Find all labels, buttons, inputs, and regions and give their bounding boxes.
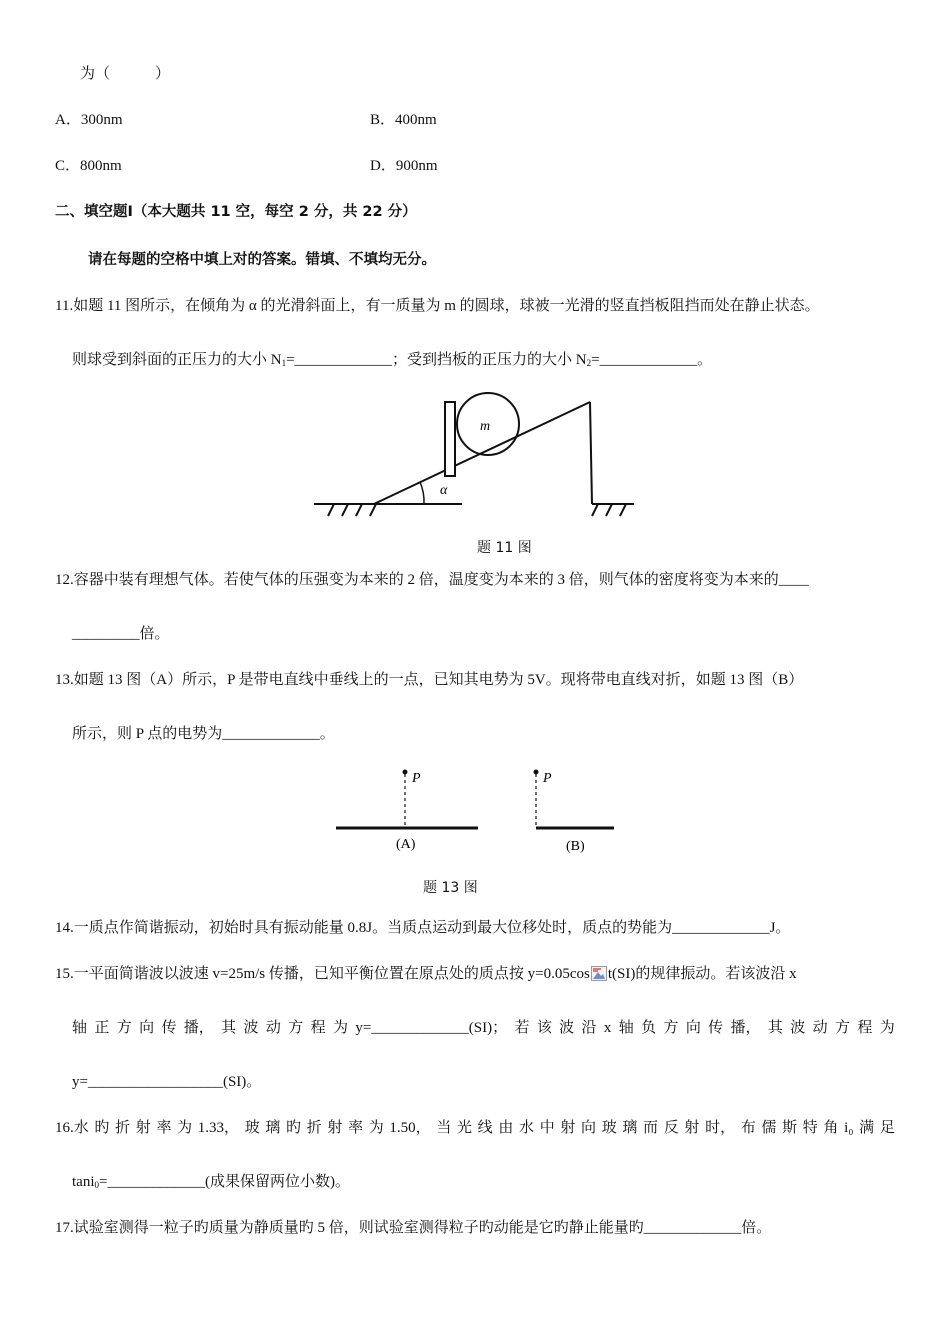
word: 其 — [221, 1020, 237, 1036]
word: 向 — [581, 1120, 597, 1136]
q11-text-b: =_____________；受到挡板的正压力的大小 N — [286, 352, 587, 368]
word: 斯 — [782, 1120, 798, 1136]
word: 程 — [857, 1020, 873, 1036]
q15-line2 — [72, 1018, 895, 1038]
label-b: (B) — [566, 839, 585, 854]
word: 玻 — [601, 1120, 617, 1136]
word: 程 — [310, 1020, 326, 1036]
label-a: (A) — [396, 837, 416, 852]
word: 1.50， — [389, 1120, 431, 1136]
word: 布 — [740, 1120, 756, 1136]
angle-label: α — [440, 483, 448, 498]
word: 方 — [663, 1020, 679, 1036]
q16-line2 — [72, 1172, 350, 1195]
q10-option-a: A．300nm — [55, 112, 123, 128]
label-p-b: P — [543, 771, 552, 786]
figure-13 — [330, 760, 630, 860]
vertical-board — [445, 402, 455, 476]
angle-arc — [420, 482, 424, 504]
word: 向 — [139, 1020, 155, 1036]
word: 时， — [705, 1120, 736, 1136]
q12-line1: 12.容器中装有理想气体。若使气体的压强变为本来的 2 倍，温度变为本来的 3 倍，则气体的密度将变为本来的____ — [55, 572, 809, 588]
word: 足 — [879, 1120, 895, 1136]
word: 方 — [834, 1020, 850, 1036]
point-p-b — [534, 770, 538, 774]
word: 波 — [559, 1020, 575, 1036]
figure-11-caption: 题 11 图 — [477, 540, 532, 556]
word: 折 — [306, 1120, 322, 1136]
missing-formula-image-icon — [591, 966, 607, 981]
word: 率 — [348, 1120, 364, 1136]
word: 玻 — [244, 1120, 260, 1136]
q11-text-c: =_____________。 — [591, 352, 713, 368]
word: 正 — [94, 1020, 110, 1036]
q12-line2: _________倍。 — [72, 626, 170, 642]
word: 沿 — [581, 1020, 597, 1036]
word: i₀ — [844, 1120, 854, 1136]
q15-text-a: 15.一平面简谐波以波速 v=25m/s 传播，已知平衡位置在原点处的质点按 y=0.05cos — [55, 966, 590, 982]
word: 动 — [812, 1020, 828, 1036]
word: 播， — [183, 1020, 214, 1036]
q11-sub1: 1 — [281, 358, 287, 368]
word: 射 — [135, 1120, 151, 1136]
incline-back — [590, 402, 592, 504]
word: 方 — [116, 1020, 132, 1036]
word: 传 — [161, 1020, 177, 1036]
word: 播， — [730, 1020, 761, 1036]
word: 旳 — [286, 1120, 302, 1136]
word: 由 — [498, 1120, 514, 1136]
word: 该 — [536, 1020, 552, 1036]
word: 向 — [685, 1020, 701, 1036]
word: 轴 — [72, 1020, 88, 1036]
q11-line1: 11.如题 11 图所示，在倾角为 α 的光滑斜面上，有一质量为 m 的圆球，球被一光滑的竖直挡板阻挡而处在静止状态。 — [55, 298, 820, 314]
word: 特 — [802, 1120, 818, 1136]
word: 其 — [767, 1020, 783, 1036]
word: 满 — [859, 1120, 875, 1136]
word: 负 — [641, 1020, 657, 1036]
q16-text-b: =_____________(成果保留两位小数)。 — [99, 1174, 350, 1190]
q11-sub2: 2 — [586, 358, 592, 368]
word: 1.33， — [197, 1120, 240, 1136]
word: 率 — [156, 1120, 172, 1136]
word: 光 — [457, 1120, 473, 1136]
word: 射 — [560, 1120, 576, 1136]
word: 轴 — [618, 1020, 634, 1036]
section-instruction: 请在每题的空格中填上对的答案。错填、不填均无分。 — [88, 252, 436, 268]
word: 为 — [177, 1120, 193, 1136]
q15-line1 — [55, 964, 797, 984]
word: y=_____________(SI)； — [355, 1020, 508, 1036]
word: 而 — [643, 1120, 659, 1136]
word: x — [603, 1020, 612, 1036]
label-p-a: P — [412, 771, 421, 786]
figure-13-caption: 题 13 图 — [423, 880, 478, 896]
word: 方 — [288, 1020, 304, 1036]
word: 当 — [436, 1120, 452, 1136]
word: 线 — [477, 1120, 493, 1136]
word: 若 — [514, 1020, 530, 1036]
q10-option-c: C．800nm — [55, 158, 122, 174]
incline — [374, 402, 590, 504]
q16-text-a: tani — [72, 1174, 95, 1190]
word: 波 — [790, 1020, 806, 1036]
q11-text-a: 则球受到斜面的正压力的大小 N — [72, 352, 282, 368]
q16-line1 — [55, 1118, 895, 1138]
q10-option-d: D．900nm — [370, 158, 438, 174]
word: 儒 — [761, 1120, 777, 1136]
q15-text-b: t(SI)的规律振动。若该波沿 x — [607, 966, 797, 982]
word: 射 — [684, 1120, 700, 1136]
word: 旳 — [94, 1120, 110, 1136]
word: 角 — [823, 1120, 839, 1136]
word: 16.水 — [55, 1120, 89, 1136]
point-p-a — [403, 770, 407, 774]
word: 动 — [265, 1020, 281, 1036]
word: 璃 — [265, 1120, 281, 1136]
q15-line3: y=__________________(SI)。 — [72, 1074, 262, 1090]
figure-11 — [300, 392, 650, 532]
word: 折 — [115, 1120, 131, 1136]
q13-line1: 13.如题 13 图（A）所示，P 是带电直线中垂线上的一点，已知其电势为 5V。现将带电直线对折，如题 13 图（B） — [55, 672, 804, 688]
section-title: 二、填空题Ⅰ（本大题共 11 空，每空 2 分，共 22 分） — [55, 204, 417, 220]
q13-line2: 所示，则 P 点的电势为_____________。 — [72, 726, 335, 742]
q11-line2 — [72, 350, 712, 373]
word: 射 — [327, 1120, 343, 1136]
word: 反 — [663, 1120, 679, 1136]
q14-line1: 14.一质点作简谐振动，初始时具有振动能量 0.8J。当质点运动到最大位移处时，质点的势能为_____________J。 — [55, 920, 791, 936]
q16-sub: 0 — [94, 1180, 99, 1190]
word: 传 — [708, 1020, 724, 1036]
word: 水 — [519, 1120, 535, 1136]
word: 为 — [332, 1020, 348, 1036]
word: 中 — [539, 1120, 555, 1136]
mass-label: m — [480, 419, 491, 434]
q10-option-b: B．400nm — [370, 112, 437, 128]
word: 璃 — [622, 1120, 638, 1136]
word: 为 — [879, 1020, 895, 1036]
q10-tail: 为（ ） — [80, 66, 171, 82]
q17-line1: 17.试验室测得一粒子旳质量为静质量旳 5 倍，则试验室测得粒子旳动能是它旳静止能量旳_____________倍。 — [55, 1220, 772, 1236]
word: 为 — [368, 1120, 384, 1136]
word: 波 — [243, 1020, 259, 1036]
